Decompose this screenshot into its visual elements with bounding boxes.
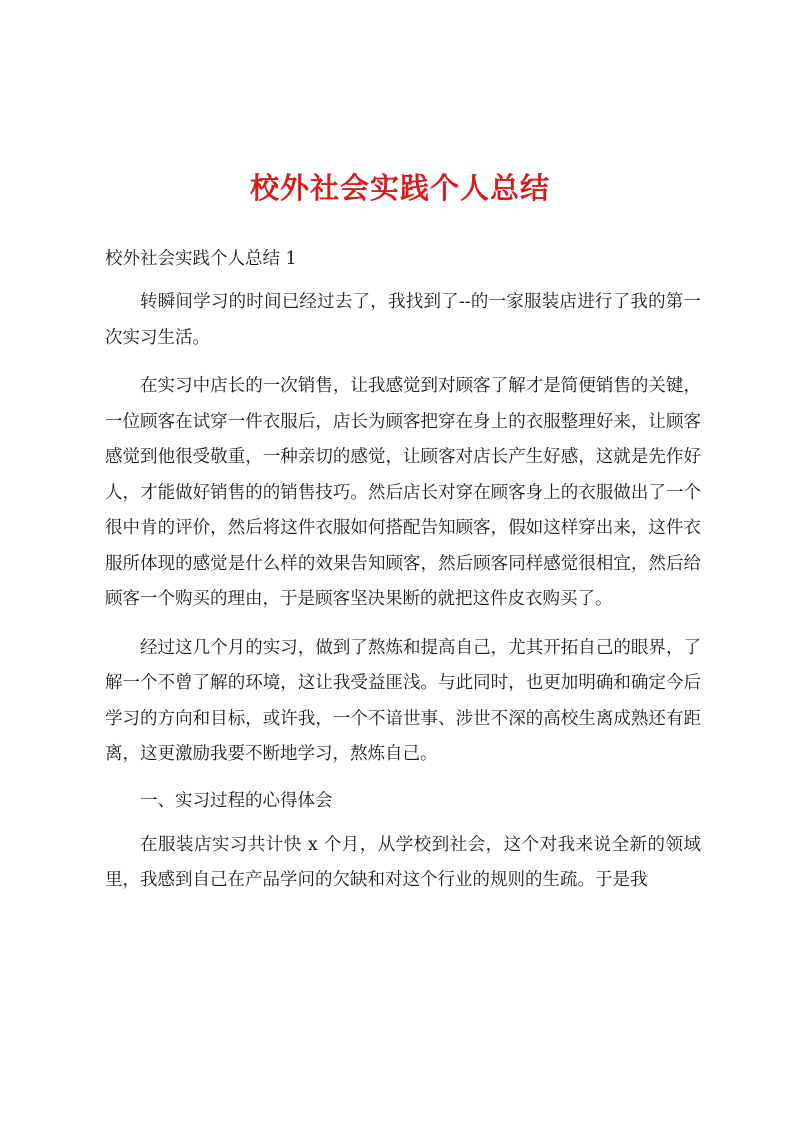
paragraph-4: 在服装店实习共计快 x 个月，从学校到社会，这个对我来说全新的领域里，我感到自己在产品学问的欠缺和对这个行业的规则的生疏。于是我 <box>105 834 701 890</box>
document-title: 校外社会实践个人总结 <box>249 171 550 205</box>
document-body <box>105 244 701 912</box>
paragraph-2: 在实习中店长的一次销售，让我感觉到对顾客了解才是简便销售的关键，一位顾客在试穿一件衣服后，店长为顾客把穿在身上的衣服整理好来，让顾客感觉到他很受敬重，一种亲切的感觉，让顾客对店长产生好感，这就是先作好人，才能做好销售的的销售技巧。然后店长对穿在顾客身上的衣服做出了一个很中肯的评价，然后将这件衣服如何搭配告知顾客，假如这样穿出来，这件衣服所体现的感觉是什么样的效果告知顾客，然后顾客同样感觉很相宜，然后给顾客一个购买的理由，于是顾客坚决果断的就把这件皮衣购买了。 <box>105 376 701 609</box>
section-heading: 校外社会实践个人总结 1 <box>105 249 297 269</box>
paragraph-1: 转瞬间学习的时间已经过去了，我找到了--的一家服装店进行了我的第一次实习生活。 <box>105 292 701 348</box>
paragraph-3: 经过这几个月的实习，做到了熬炼和提高自己，尤其开拓自己的眼界，了解一个不曾了解的环境，这让我受益匪浅。与此同时，也更加明确和确定今后学习的方向和目标，或许我，一个不谙世事、涉世不深的高校生离成熟还有距离，这更激励我要不断地学习，熬炼自己。 <box>105 637 701 764</box>
subheading: 一、实习过程的心得体会 <box>140 790 333 811</box>
